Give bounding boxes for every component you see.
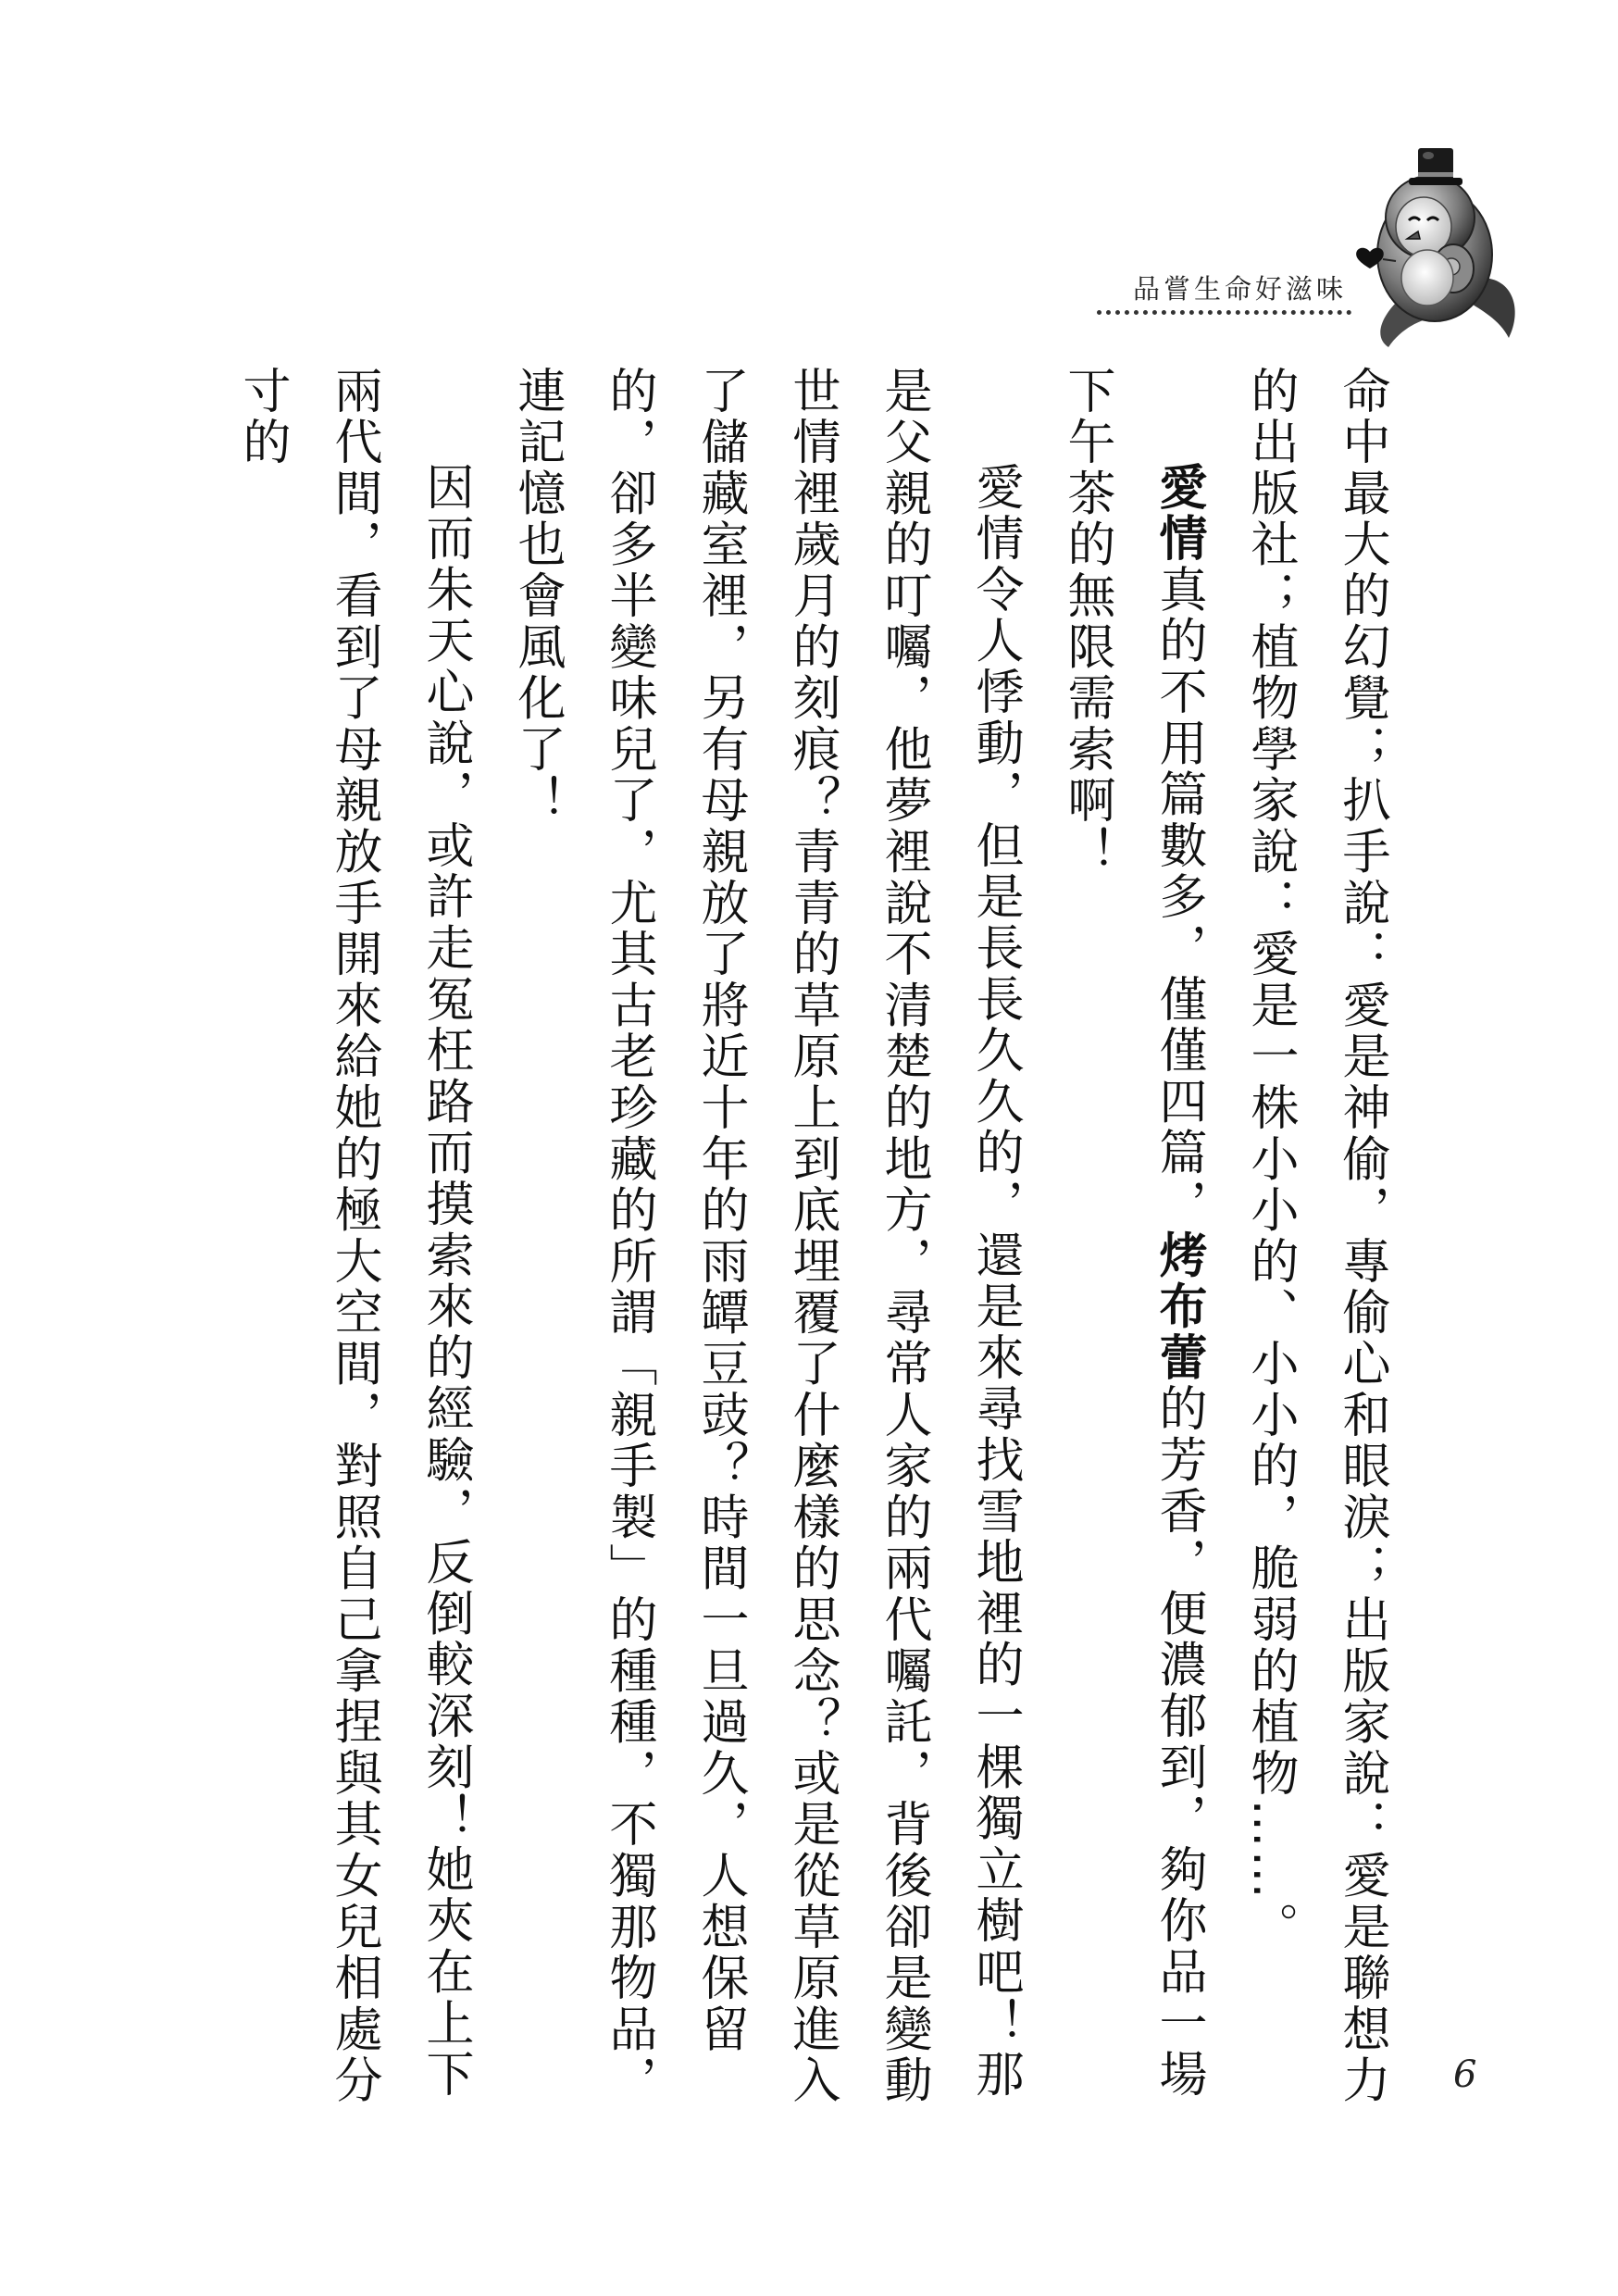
bird-in-top-hat-mascot-icon [1342, 139, 1527, 352]
paragraph-2-middle: 真的不用篇數多，僅僅四篇， [1151, 564, 1206, 1230]
paragraph-3: 愛情令人悸動，但是長長久久的，還是來尋找雪地裡的一棵獨立樹吧！那是父親的叮囑，他夢裡說不清楚的地方，尋常人家的兩代囑託，背後卻是變動世情裡歲月的刻痕？青青的草原上到底埋覆了什麼樣的思念？或是從草原進入了儲藏室裡，另有母親放了將近十年的雨罈豆豉？時間一旦過久，人想保留的，卻多半變味兒了，尤其古老珍藏的所謂「親手製」的種種，不獨那物品，連記憶也會風化了！ [509, 366, 1023, 2107]
header-title: 品嘗生命好滋味 [1132, 273, 1347, 305]
page-number: 6 [1453, 2053, 1477, 2096]
paragraph-2-suffix: 的芳香，便濃郁到，夠你品一場下午茶的無限需索啊！ [1059, 366, 1206, 2101]
header-dotted-rule [1097, 310, 1351, 315]
emphasis-creme-brulee: 烤布蕾 [1151, 1229, 1206, 1384]
running-header [1064, 139, 1527, 352]
vertical-body-text [234, 366, 1407, 2125]
paragraph-4: 因而朱天心說，或許走冤枉路而摸索來的經驗，反倒較深刻！她夾在上下兩代間，看到了母親放手開來給她的極大空間，對照自己拿捏與其女兒相處分寸的 [234, 366, 473, 2107]
emphasis-love: 愛情 [1151, 462, 1206, 565]
paragraph-2 [1040, 366, 1224, 2125]
paragraph-1: 命中最大的幻覺；扒手說：愛是神偷，專偷心和眼淚；出版家說：愛是聯想力的出版社；植物學家說：愛是一株小小的、小小的，脆弱的植物……。 [1242, 366, 1389, 2107]
